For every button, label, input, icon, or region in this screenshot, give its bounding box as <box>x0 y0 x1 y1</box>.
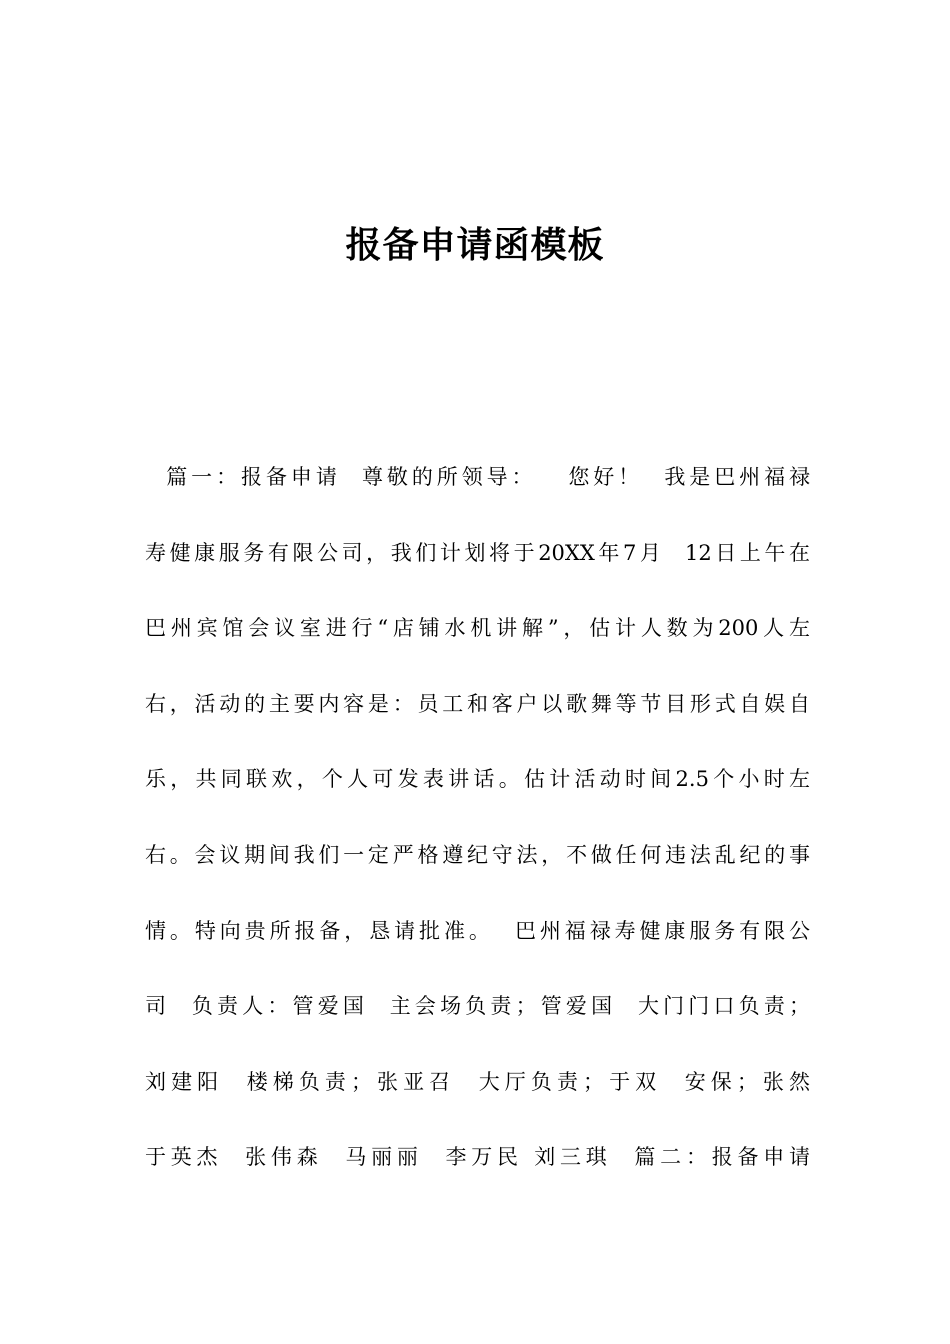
body-line-4: 右，活动的主要内容是：员工和客户以歌舞等节目形式自娱自 <box>145 691 810 716</box>
body-line-9: 刘建阳 楼梯负责；张亚召 大厅负责；于双 安保；张然 <box>145 1069 810 1094</box>
body-line-3: 巴州宾馆会议室进行“店铺水机讲解”，估计人数为200人左 <box>145 616 810 641</box>
body-line-7: 情。特向贵所报备，恳请批准。 巴州福禄寿健康服务有限公 <box>145 918 810 943</box>
document-body <box>145 455 810 1211</box>
body-line-2: 寿健康服务有限公司，我们计划将于20XX年7月 12日上午在 <box>145 540 810 565</box>
document-title: 报备申请函模板 <box>345 225 605 266</box>
body-line-6: 右。会议期间我们一定严格遵纪守法，不做任何违法乱纪的事 <box>145 842 810 867</box>
body-line-10: 于英杰 张伟森 马丽丽 李万民 刘三琪 篇二：报备申请 <box>145 1145 810 1170</box>
body-line-8: 司 负责人：管爱国 主会场负责；管爱国 大门门口负责； <box>145 994 810 1019</box>
body-line-1: 篇一：报备申请 尊敬的所领导： 您好！ 我是巴州福禄 <box>145 465 810 489</box>
body-line-5: 乐，共同联欢，个人可发表讲话。估计活动时间2.5个小时左 <box>145 767 810 792</box>
